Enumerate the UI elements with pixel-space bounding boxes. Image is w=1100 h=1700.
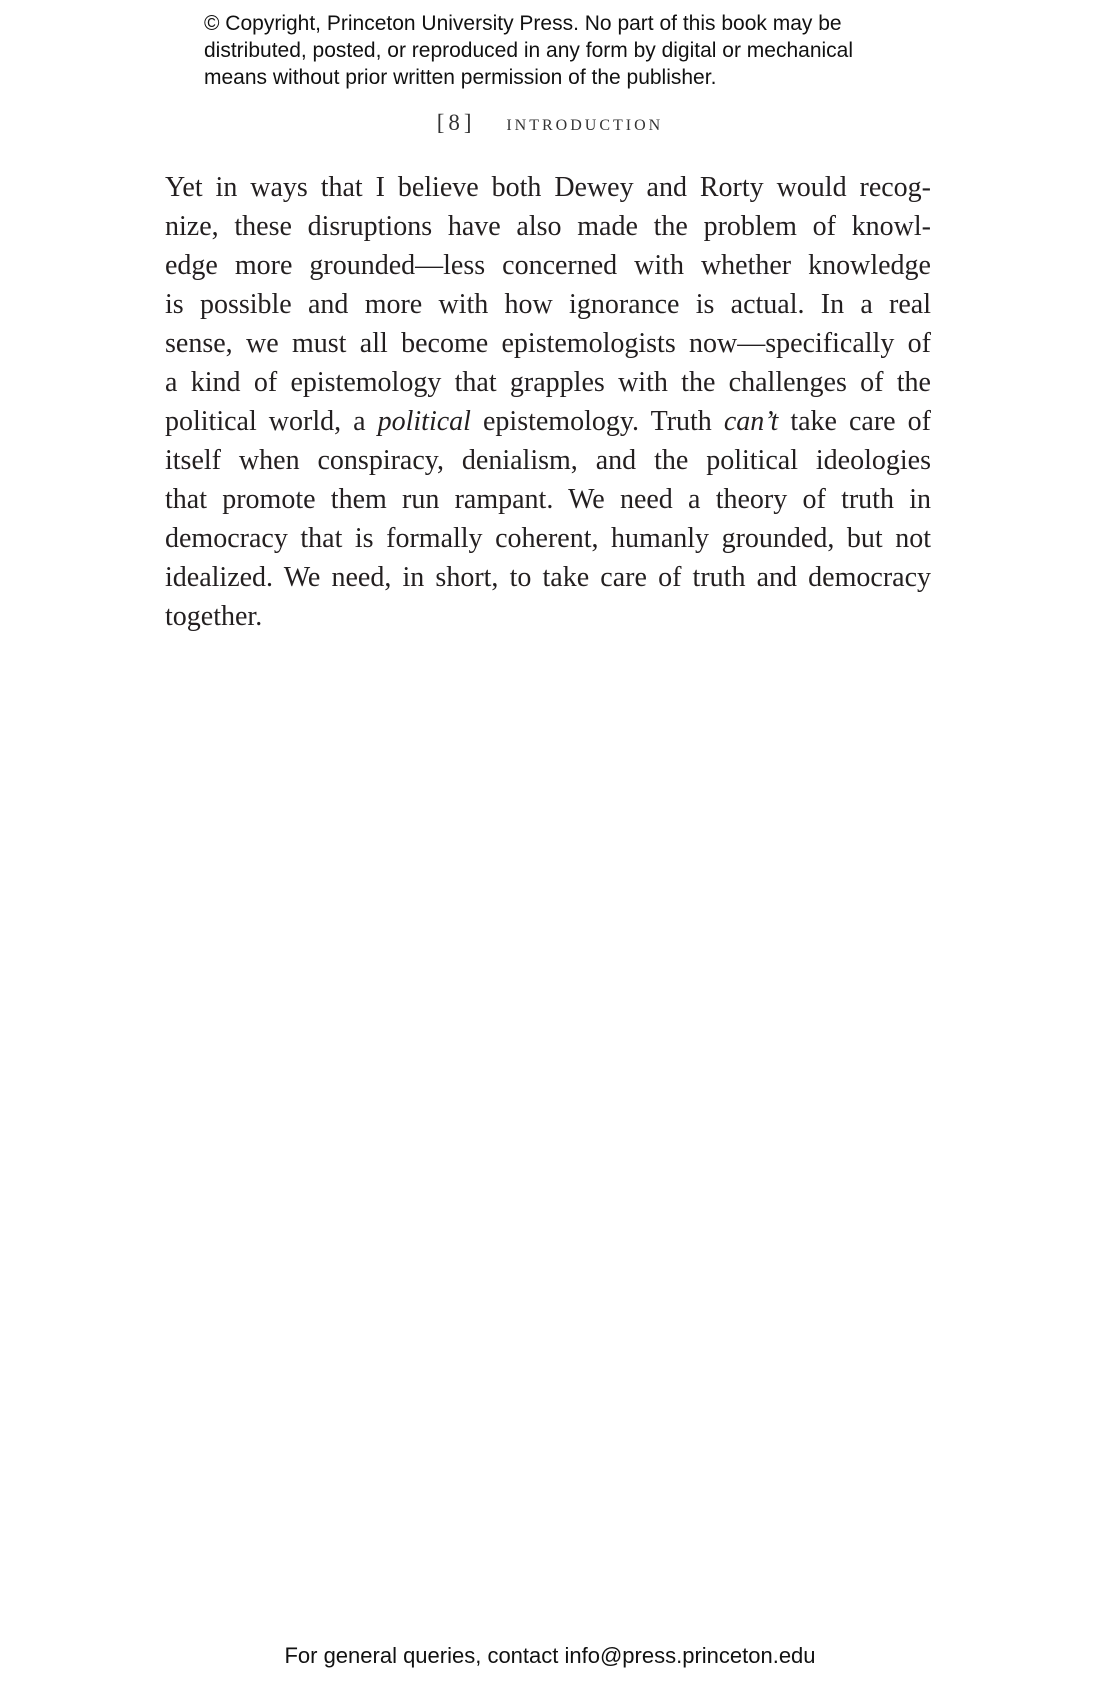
section-title: introduction xyxy=(506,110,664,135)
text-line: nize, these disruptions have also made the problem of knowl- xyxy=(165,211,931,242)
text-line: Yet in ways that I believe both Dewey and Rorty would recog- xyxy=(165,172,931,203)
text-line: sense, we must all become epistemologists now—specifically of xyxy=(165,328,931,359)
text-line: idealized. We need, in short, to take care of truth and democracy xyxy=(165,562,931,593)
copyright-line: means without prior written permission of the publisher. xyxy=(204,66,717,89)
page-number: [8] xyxy=(436,110,476,135)
running-head xyxy=(0,110,1100,136)
footer-contact: For general queries, contact info@press.princeton.edu xyxy=(284,1643,816,1668)
text-line: together. xyxy=(165,601,263,632)
text-line: edge more grounded—less concerned with whether knowledge xyxy=(165,250,931,281)
copyright-line: distributed, posted, or reproduced in any form by digital or mechanical xyxy=(204,39,854,62)
emphasis-cant: can’t xyxy=(723,406,779,437)
text-line: itself when conspiracy, denialism, and the political ideologies xyxy=(165,445,931,476)
copyright-notice xyxy=(204,10,924,91)
text-line: democracy that is formally coherent, humanly grounded, but not xyxy=(165,523,931,554)
body-paragraph xyxy=(165,168,931,636)
copyright-line: © Copyright, Princeton University Press. No part of this book may be xyxy=(204,12,842,35)
text-line: that promote them run rampant. We need a theory of truth in xyxy=(165,484,931,515)
text-line: political world, a political epistemology. Truth can’t take care of xyxy=(165,406,931,437)
text-line: is possible and more with how ignorance is actual. In a real xyxy=(165,289,931,320)
emphasis-political: political xyxy=(377,406,471,437)
text-line: a kind of epistemology that grapples with the challenges of the xyxy=(165,367,931,398)
